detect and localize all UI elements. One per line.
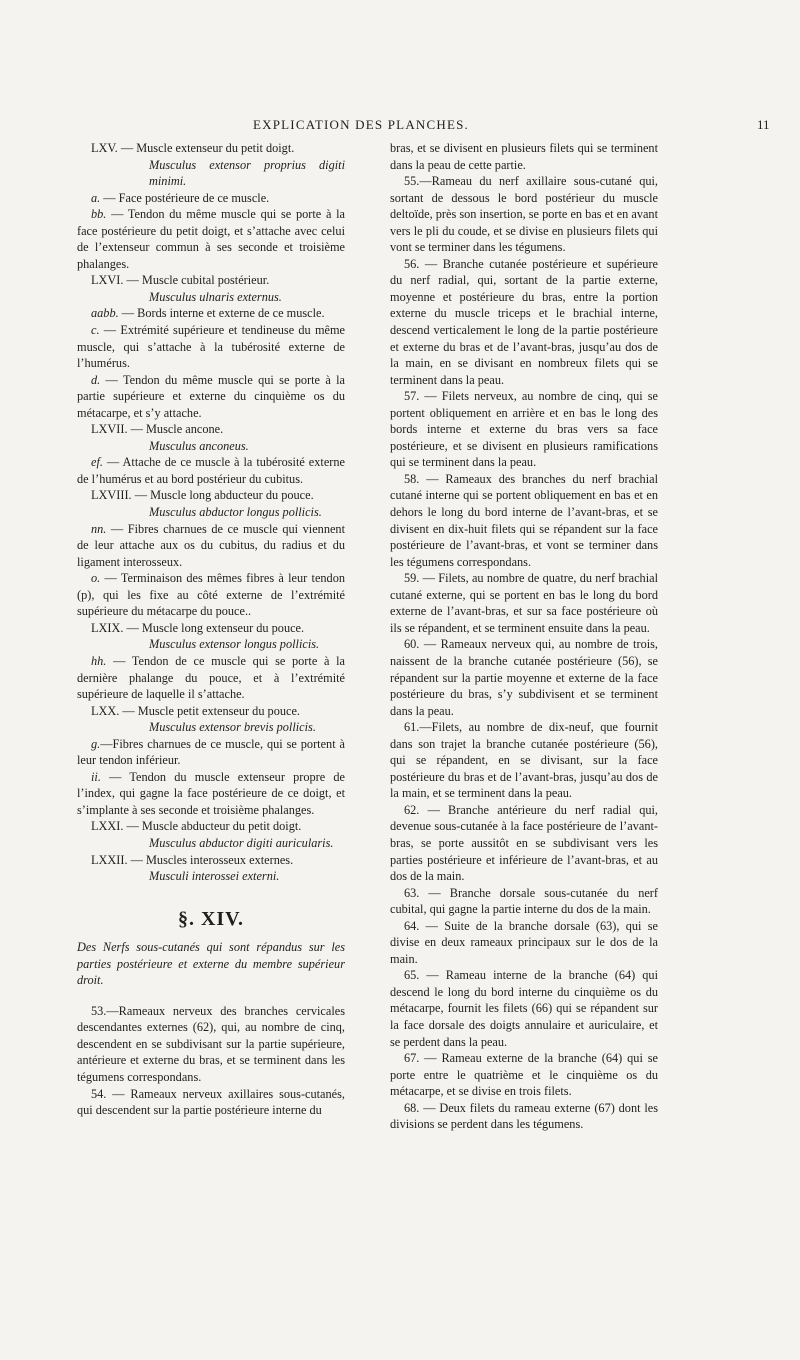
entry-key: nn. (91, 521, 107, 536)
entry-text: — Branche antérieure du nerf radial qui, devenue sous-cutanée à la face postérieure de l’avant-bras, se porte aussitôt en se subdivisant vers les parties postérieure et inférieure de l’avant-bras, et au dos de la main. (390, 802, 658, 884)
latin-name: Musculus ulnaris externus. (149, 289, 282, 304)
sub-entry (77, 372, 345, 422)
entry-key: 59. (404, 571, 420, 586)
entry-key: 57. (404, 389, 420, 404)
entry-key: 62. (404, 802, 420, 817)
entry-text: — Tendon du même muscle qui se porte à la face postérieure du petit doigt, et s’attache avec celui de l’extenseur commun à ses seconde et troisième phalanges. (77, 207, 345, 271)
sub-entry (77, 190, 345, 207)
nerve-entry (390, 885, 658, 918)
entry-key: 68. (404, 1100, 420, 1115)
entry-text: — Rameaux nerveux qui, au nombre de trois, naissent de la branche cutanée postérieure (56), se répandent sur la partie moyenne et externe de la face postérieure du bras, s’y subdivisent et se terminent dans la peau. (390, 637, 658, 718)
muscle-entry: LXXI. — Muscle abducteur du petit doigt. (91, 819, 302, 834)
muscle-entry: LXVI. — Muscle cubital postérieur. (91, 273, 270, 288)
nerve-entry (390, 471, 658, 570)
entry-text: — Extrémité supérieure et tendineuse du même muscle, qui s’attache à la tubérosité externe de l’humérus. (77, 323, 345, 371)
latin-name: Musculus anconeus. (149, 438, 249, 453)
entry-text: —Fibres charnues de ce muscle, qui se portent à leur tendon inférieur. (77, 736, 345, 768)
nerve-entry (390, 570, 658, 636)
nerve-entry (390, 173, 658, 256)
entry-text: — Suite de la branche dorsale (63), qui se divise en deux rameaux principaux sur le dos de la main. (390, 918, 658, 966)
nerve-entry (390, 719, 658, 802)
entry-text: — Deux filets du rameau externe (67) dont les divisions se perdent dans les tégumens. (390, 1100, 658, 1132)
nerve-entry (390, 1100, 658, 1133)
nerve-entry (390, 256, 658, 388)
section-heading: §. XIV. (177, 907, 245, 930)
entry-text: — Filets nerveux, au nombre de cinq, qui se portent obliquement en arrière et en bas le long des bords interne et externe du bras vers sa face postérieure, et se divisent en plusieurs ramifications qui se terminent dans la peau. (390, 389, 658, 470)
muscle-entry: LXV. — Muscle extenseur du petit doigt. (91, 141, 295, 155)
entry-key: 64. (404, 918, 420, 933)
entry-key: 65. (404, 968, 420, 983)
entry-text: — Attache de ce muscle à la tubérosité externe de l’humérus et au bord postérieur du cubitus. (77, 455, 345, 486)
nerve-entry (390, 388, 658, 471)
entry-text: — Rameau externe de la branche (64) qui se porte entre le quatrième et le cinquième os du métacarpe, et se divise en trois filets. (390, 1051, 658, 1099)
nerve-entry (77, 1003, 345, 1086)
page-number: 11 (757, 117, 770, 132)
nerve-entry (390, 918, 658, 968)
sub-entry (77, 570, 345, 620)
sub-entry (77, 653, 345, 703)
muscle-entry: LXXII. — Muscles interosseux externes. (91, 852, 294, 867)
entry-text: — Face postérieure de ce muscle. (100, 190, 270, 205)
entry-text: — Tendon du muscle extenseur propre de l’index, qui gagne la face postérieure de ce doigt, et s’implante à ses seconde et troisième phalanges. (77, 769, 345, 817)
entry-text: — Rameaux nerveux axillaires sous-cutanés, qui descendent sur la partie postérieure interne du (77, 1086, 345, 1118)
sub-entry (77, 454, 345, 487)
entry-key: bb. (91, 207, 107, 222)
entry-key: a. (91, 190, 101, 205)
entry-text: — Rameaux des branches du nerf brachial cutané interne qui se portent obliquement en bas et en dehors le long du bord interne de l’avant-bras, et se divisent en dix-huit filets qui se répandent sur la face postérieure de l’avant-bras, et vont se terminer dans les tégumens correspondans. (390, 471, 658, 569)
entry-key: aabb. (91, 306, 119, 321)
left-column (77, 140, 345, 1119)
entry-text: — Branche cutanée postérieure et supérieure du nerf radial, qui, sortant de la partie externe, moyenne et postérieure du bras, entre la portion externe du muscle triceps et le brachial interne, descend verticalement le long de la partie postérieure et externe du bras et de l’avant-bras, jusqu’au dos de la main, en se divisant en nombreux filets qui se terminent dans la peau. (390, 256, 658, 387)
entry-text: — Tendon de ce muscle qui se porte à la dernière phalange du pouce, et à l’extrémité supérieure de laquelle il s’attache. (77, 653, 345, 702)
nerve-entry (390, 1050, 658, 1100)
entry-key: o. (91, 571, 101, 586)
entry-key: ii. (91, 769, 101, 784)
entry-text: — Tendon du même muscle qui se porte à la partie supérieure et externe du cinquième os du métacarpe, et s’y attache. (77, 372, 345, 420)
entry-text: —Rameau du nerf axillaire sous-cutané qui, sortant de dessous le bord postérieur du muscle deltoïde, près son insertion, se porte en bas et en avant vers le pli du coude, et se divise en plusieurs filets qui vont se terminer dans les tégumens. (390, 174, 658, 255)
sub-entry (77, 521, 345, 571)
entry-text: — Rameau interne de la branche (64) qui descend le long du bord interne du cinquième os du métacarpe, fournit les filets (66) qui se répandent sur la face dorsale des doigts annulaire et auriculaire, et se perdent dans la peau. (390, 968, 658, 1049)
entry-key: ef. (91, 455, 103, 470)
entry-key: g. (91, 736, 101, 751)
entry-key: 63. (404, 885, 420, 900)
nerve-entry (390, 802, 658, 885)
entry-key: 61. (404, 720, 420, 735)
entry-key: c. (91, 323, 100, 338)
entry-key: 58. (404, 471, 420, 486)
muscle-entry: LXVIII. — Muscle long abducteur du pouce. (91, 488, 314, 503)
sub-entry (77, 322, 345, 372)
running-header: EXPLICATION DES PLANCHES. (253, 117, 469, 132)
latin-name: Musculus extensor proprius digiti minimi. (149, 157, 345, 189)
nerve-entry (390, 636, 658, 719)
entry-key: 55. (404, 174, 420, 189)
entry-text: — Branche dorsale sous-cutanée du nerf cubital, qui gagne la partie interne du dos de la main. (390, 885, 658, 917)
section-title: Des Nerfs sous-cutanés qui sont répandus sur les parties postérieure et externe du membre supérieur droit. (77, 940, 345, 988)
latin-name: Musculus abductor digiti auricularis. (149, 835, 334, 850)
entry-key: hh. (91, 653, 107, 668)
entry-key: 60. (404, 637, 420, 652)
entry-text: —Rameaux nerveux des branches cervicales descendantes externes (62), qui, au nombre de cinq, descendent en se subdivisant sur la partie supérieure, antérieure et externe du bras, et se terminent dans les tégumens correspondans. (77, 1003, 345, 1084)
entry-key: d. (91, 372, 101, 387)
entry-text: — Bords interne et externe de ce muscle. (118, 306, 325, 321)
muscle-entry: LXX. — Muscle petit extenseur du pouce. (91, 703, 300, 718)
sub-entry (77, 769, 345, 819)
latin-name: Musculus extensor brevis pollicis. (149, 720, 316, 735)
sub-entry (77, 305, 345, 322)
entry-key: 56. (404, 256, 420, 271)
entry-text: —Filets, au nombre de dix-neuf, que fournit dans son trajet la branche cutanée postérieure (56), qui se répandent, en se divisant, sur la face postérieure du bras et de l’avant-bras, jusqu’au dos de la main, et se terminent dans la peau. (390, 720, 658, 801)
right-column (390, 140, 658, 1133)
entry-key: 53. (91, 1003, 107, 1018)
entry-text: — Fibres charnues de ce muscle qui viennent de leur attache aux os du cubitus, du radius et du ligament interosseux. (77, 521, 345, 569)
latin-name: Musculi interossei externi. (149, 869, 280, 884)
muscle-entry: LXIX. — Muscle long extenseur du pouce. (91, 620, 305, 635)
nerve-entry (77, 1086, 345, 1119)
latin-name: Musculus extensor longus pollicis. (149, 637, 320, 652)
sub-entry (77, 206, 345, 272)
continued-text: bras, et se divisent en plusieurs filets qui se terminent dans la peau de cette partie. (390, 141, 658, 172)
sub-entry (77, 736, 345, 769)
entry-text: — Filets, au nombre de quatre, du nerf brachial cutané externe, qui se portent en bas le long du bord externe de l’avant-bras, et sur sa face postérieure où ils se répandent, et se terminent ensuite dans la peau. (390, 571, 658, 635)
latin-name: Musculus abductor longus pollicis. (149, 505, 322, 520)
entry-key: 67. (404, 1051, 420, 1066)
entry-key: 54. (91, 1086, 107, 1101)
muscle-entry: LXVII. — Muscle ancone. (91, 422, 224, 437)
entry-text: — Terminaison des mêmes fibres à leur tendon (p), qui les fixe au côté externe de l’extrémité supérieure du métacarpe du pouce.. (77, 571, 345, 619)
nerve-entry (390, 967, 658, 1050)
